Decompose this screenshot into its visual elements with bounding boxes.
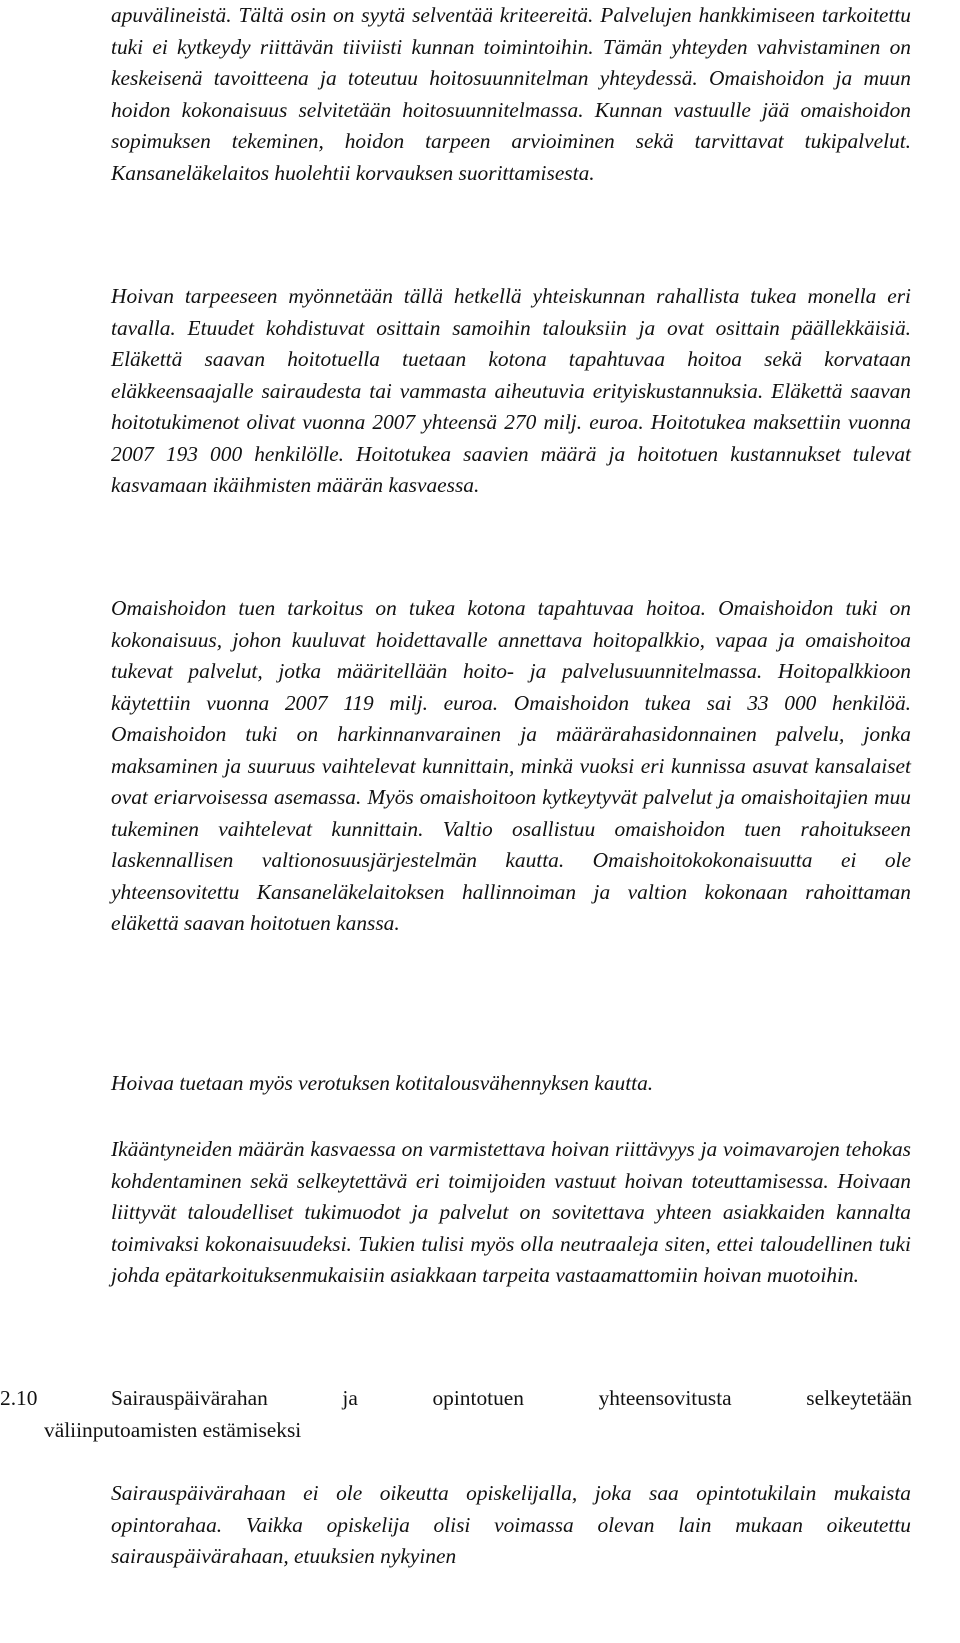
section-title-line1: Sairauspäivärahan ja opintotuen yhteensovitusta selkeytetään xyxy=(111,1386,912,1410)
section-number: 2.10 xyxy=(0,1386,38,1410)
paragraph-kunnan-vastuu: apuvälineistä. Tältä osin on syytä selventää kriteereitä. Palvelujen hankkimiseen tarkoitettu tuki ei kytkeydy riittävän tiiviisti kunnan toimintoihin. Tämän yhteyden vahvistaminen on keskeisenä tavoitteena ja toteutuu hoitosuunnitelman yhteydessä. Omaishoidon ja muun hoidon kokonaisuus selvitetään hoitosuunnitelmassa. Kunnan vastuulle jää omaishoidon sopimuksen tekeminen, hoidon tarpeen arvioiminen sekä tarvittavat tukipalvelut. Kansaneläkelaitos huolehtii korvauksen suorittamisesta. xyxy=(111,3,911,185)
paragraph-kotitalousvahennys: Hoivaa tuetaan myös verotuksen kotitalousvähennyksen kautta. xyxy=(111,1071,654,1095)
paragraph-hoivan-riittavyys: Ikääntyneiden määrän kasvaessa on varmistettava hoivan riittävyys ja voimavarojen tehokas kohdentaminen sekä selkeytettävä eri toimijoiden vastuut hoivan toteuttamisessa. Hoivaan liittyvät taloudelliset tukimuodot ja palvelut on sovitettava yhteen asiakkaiden kannalta toimivaksi kokonaisuudeksi. Tukien tulisi myös olla neutraaleja siten, ettei taloudellinen tuki johda epätarkoituksenmukaisiin asiakkaan tarpeita vastaamattomiin hoivan muotoihin. xyxy=(111,1137,911,1287)
paragraph-hoitotuki: Hoivan tarpeeseen myönnetään tällä hetkellä yhteiskunnan rahallista tukea monella eri tavalla. Etuudet kohdistuvat osittain samoihin talouksiin ja ovat osittain päällekkäisiä. Eläkettä saavan hoitotuella tuetaan kotona tapahtuvaa hoitoa sekä korvataan eläkkeensaajalle sairaudesta tai vammasta aiheutuvia erityiskustannuksia. Eläkettä saavan hoitotukimenot olivat vuonna 2007 yhteensä 270 milj. euroa. Hoitotukea maksettiin vuonna 2007 193 000 henkilölle. Hoitotukea saavien määrä ja hoitotuen kustannukset tulevat kasvamaan ikäihmisten määrän kasvaessa. xyxy=(111,284,911,497)
paragraph-omaishoidon-tuki: Omaishoidon tuen tarkoitus on tukea kotona tapahtuvaa hoitoa. Omaishoidon tuki on kokonaisuus, johon kuuluvat hoidettavalle annettava hoitopalkkio, vapaa ja omaishoitoa tukevat palvelut, jotka määritellään hoito- ja palvelusuunnitelmassa. Hoitopalkkioon käytettiin vuonna 2007 119 milj. euroa. Omaishoidon tukea sai 33 000 henkilöä. Omaishoidon tuki on harkinnanvarainen ja määrärahasidonnainen palvelu, jonka maksaminen ja suuruus vaihtelevat kunnittain, minkä vuoksi eri kunnissa asuvat kansalaiset ovat eriarvoisessa asemassa. Myös omaishoitoon kytkeytyvät palvelut ja omaishoitajien muu tukeminen vaihtelevat kunnittain. Valtio osallistuu omaishoidon tuen rahoitukseen laskennallisen valtionosuusjärjestelmän kautta. Omaishoitokokonaisuutta ei ole yhteensovitettu Kansaneläkelaitoksen hallinnoiman ja valtion kokonaan rahoittaman eläkettä saavan hoitotuen kanssa. xyxy=(111,596,911,935)
section-heading xyxy=(0,1383,912,1446)
section-title-line2: väliinputoamisten estämiseksi xyxy=(44,1417,302,1442)
section-heading-line1 xyxy=(0,1383,912,1415)
paragraph-sairauspaivaraha: Sairauspäivärahaan ei ole oikeutta opiskelijalla, joka saa opintotukilain mukaista opintorahaa. Vaikka opiskelija olisi voimassa olevan lain mukaan oikeutettu sairauspäivärahaan, etuuksien nykyinen xyxy=(111,1481,911,1568)
